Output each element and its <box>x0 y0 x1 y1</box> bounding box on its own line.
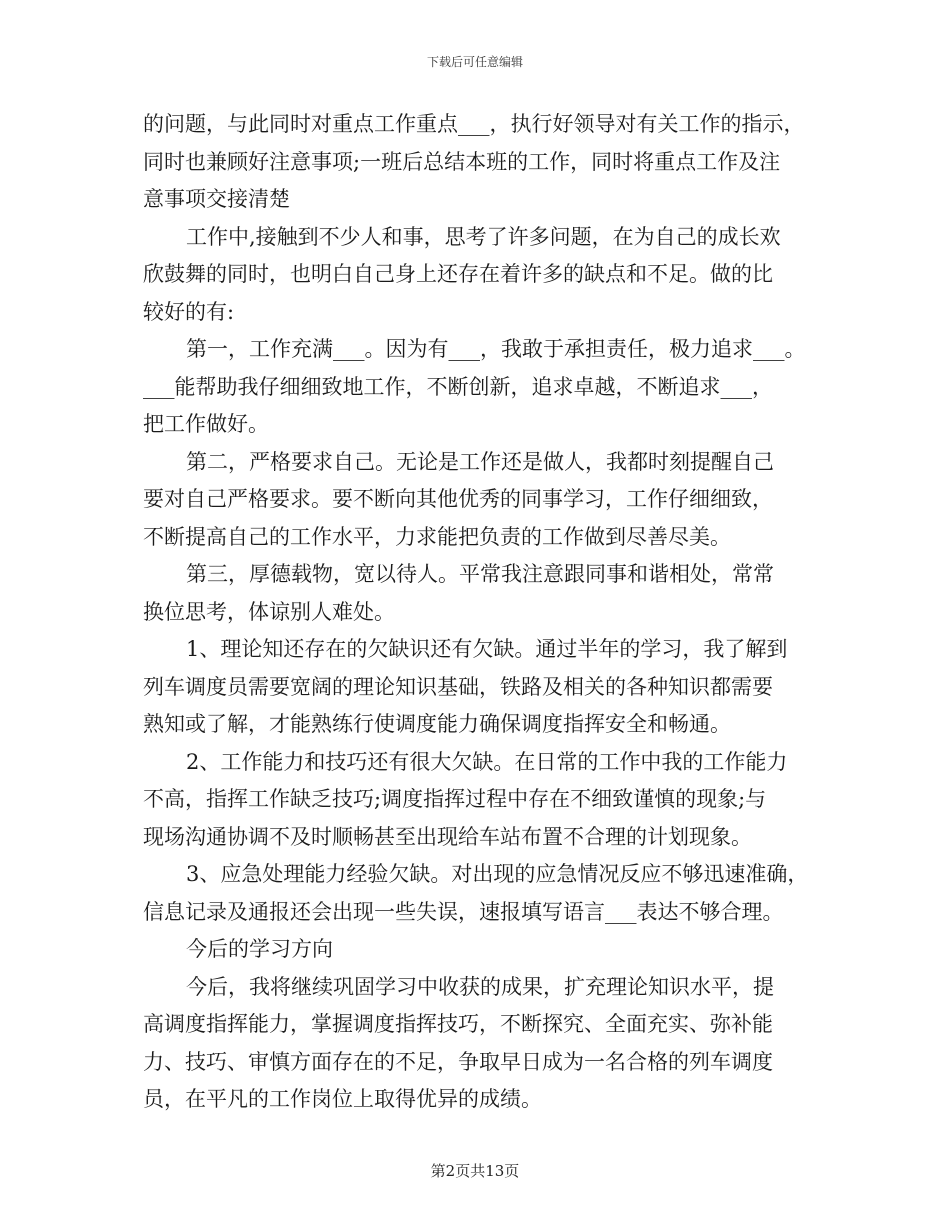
text-line: 要对自己严格要求。要不断向其他优秀的同事学习，工作仔细细致， <box>143 487 773 511</box>
text-line: 第三，厚德载物，宽以待人。平常我注意跟同事和谐相处，常常 <box>186 562 774 586</box>
text-line: 熟知或了解，才能熟练行使调度能力确保调度指挥安全和畅通。 <box>143 712 731 736</box>
text-line: 换位思考，体谅别人难处。 <box>143 599 395 624</box>
text-line: 高调度指挥能力，掌握调度指挥技巧，不断探究、全面充实、弥补能 <box>143 1012 773 1036</box>
page-header: 下载后可任意编辑 <box>426 55 523 69</box>
text-line: 列车调度员需要宽阔的理论知识基础，铁路及相关的各种知识都需要 <box>143 674 773 699</box>
text-line: 今后，我将继续巩固学习中收获的成果，扩充理论知识水平，提 <box>186 974 774 999</box>
text-line: 同时也兼顾好注意事项;一班后总结本班的工作，同时将重点工作及注 <box>143 149 781 174</box>
text-line: ___能帮助我仔细细致地工作，不断创新，追求卓越，不断追求___， <box>143 374 773 399</box>
text-line: 欣鼓舞的同时，也明白自己身上还存在着许多的缺点和不足。做的比 <box>143 262 773 286</box>
text-line: 把工作做好。 <box>143 412 269 436</box>
text-line: 不断提高自己的工作水平，力求能把负责的工作做到尽善尽美。 <box>143 524 731 549</box>
text-line: 现场沟通协调不及时顺畅甚至出现给车站布置不合理的计划现象。 <box>143 824 752 849</box>
text-line: 力、技巧、审慎方面存在的不足，争取早日成为一名合格的列车调度 <box>143 1049 773 1074</box>
text-line: 工作中,接触到不少人和事，思考了许多问题，在为自己的成长欢 <box>186 224 781 249</box>
text-line: 2、工作能力和技巧还有很大欠缺。在日常的工作中我的工作能力 <box>186 749 788 774</box>
text-line: 今后的学习方向 <box>186 937 333 961</box>
text-line: 的问题，与此同时对重点工作重点___，执行好领导对有关工作的指示， <box>143 112 805 136</box>
text-line: 3、应急处理能力经验欠缺。对出现的应急情况反应不够迅速准确， <box>186 862 809 886</box>
text-line: 第二，严格要求自己。无论是工作还是做人，我都时刻提醒自己 <box>186 449 774 474</box>
document-body <box>143 106 823 1119</box>
text-line: 信息记录及通报还会出现一些失误，速报填写语言___表达不够合理。 <box>143 899 784 924</box>
text-line: 意事项交接清楚 <box>143 187 290 211</box>
page-footer: 第2页共13页 <box>430 1162 520 1180</box>
text-line: 不高，指挥工作缺乏技巧;调度指挥过程中存在不细致谨慎的现象;与 <box>143 787 767 811</box>
text-line: 1、理论知还存在的欠缺识还有欠缺。通过半年的学习，我了解到 <box>186 637 788 661</box>
text-line: 第一，工作充满___。因为有___，我敢于承担责任，极力追求___。 <box>186 337 806 361</box>
text-line: 较好的有: <box>143 299 235 324</box>
text-line: 员，在平凡的工作岗位上取得优异的成绩。 <box>143 1087 542 1111</box>
